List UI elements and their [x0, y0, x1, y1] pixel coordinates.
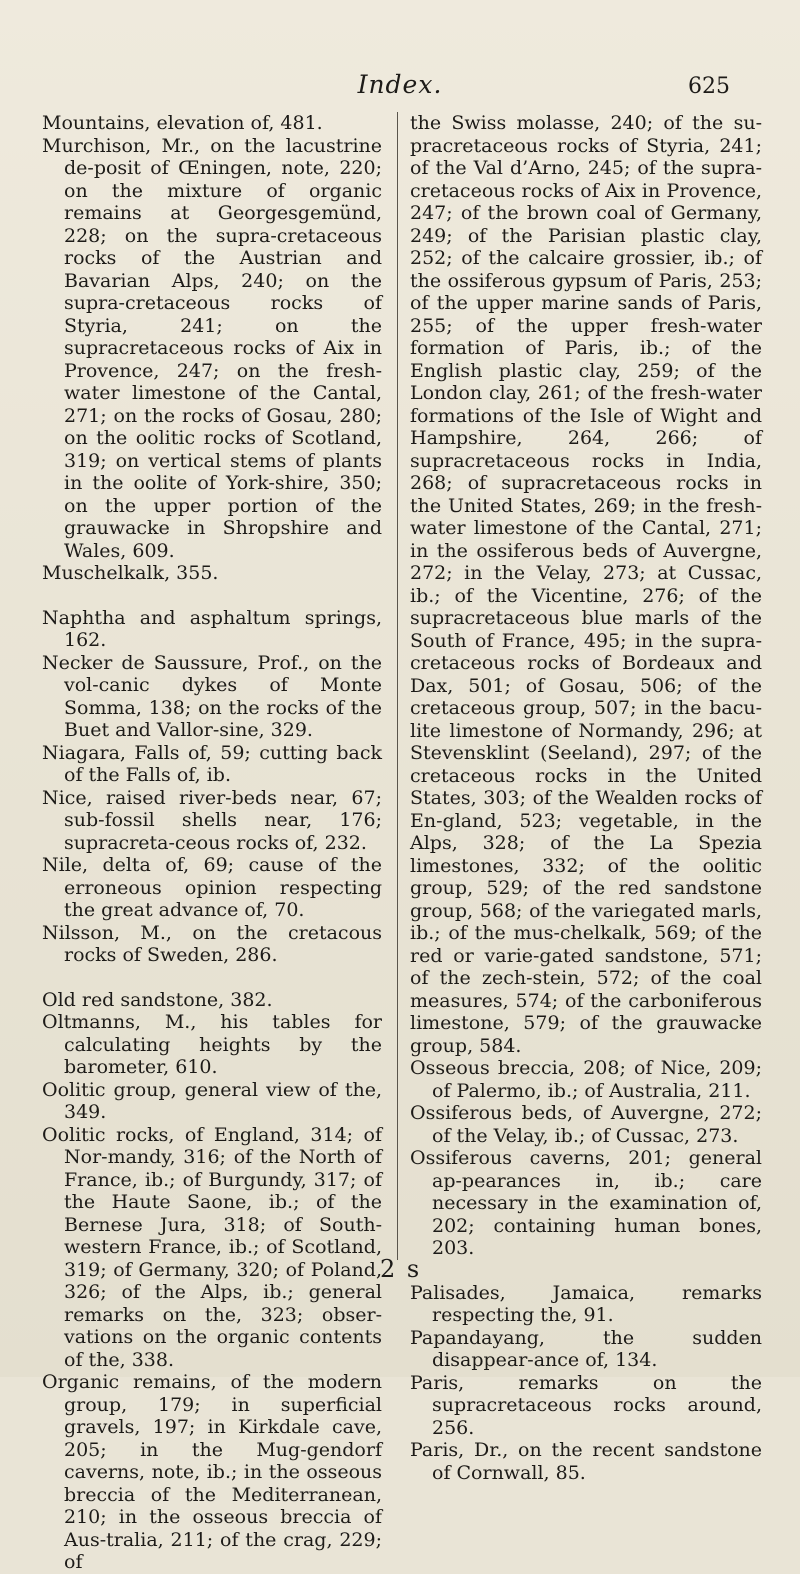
- section-gap: [42, 585, 382, 607]
- index-entry: Papandayang, the sudden disappear-ance of, 134.: [410, 1326, 762, 1371]
- index-entry: Ossiferous beds, of Auvergne, 272; of the Velay, ib.; of Cussac, 273.: [410, 1102, 762, 1147]
- index-entry: Necker de Saussure, Prof., on the vol-canic dykes of Monte Somma, 138; on the rocks of the Buet and Vallor-sine, 329.: [42, 651, 382, 741]
- index-entry: Nilsson, M., on the cretacous rocks of Sweden, 286.: [42, 921, 382, 966]
- index-entry: Nile, delta of, 69; cause of the erroneous opinion respecting the great advance of, 70.: [42, 854, 382, 921]
- index-entry: Palisades, Jamaica, remarks respecting the, 91.: [410, 1281, 762, 1326]
- index-column-right: [410, 112, 762, 1484]
- index-entry: Organic remains, of the modern group, 179; in superficial gravels, 197; in Kirkdale cave, 205; in the Mug-gendorf caverns, note, ib.; in the osseous breccia of the Mediterranean, 210; in the osseous breccia of Aus-tralia, 211; of the crag, 229; of: [42, 1371, 382, 1573]
- index-entry: Ossiferous caverns, 201; general ap-pearances in, ib.; care necessary in the examination of, 202; containing human bones, 203.: [410, 1147, 762, 1259]
- page-number: 625: [688, 74, 730, 99]
- index-entry: Naphtha and asphaltum springs, 162.: [42, 606, 382, 651]
- index-entry: Oolitic group, general view of the, 349.: [42, 1078, 382, 1123]
- index-entry: the Swiss molasse, 240; of the su-pracretaceous rocks of Styria, 241; of the Val d’Arno, 245; of the supra-cretaceous rocks of Aix in Provence, 247; of the brown coal of Germany, 249; of the Parisian plastic clay, 252; of the calcaire grossier, ib.; of the ossiferous gypsum of Paris, 253; of the upper marine sands of Paris, 255; of the upper fresh-water formation of Paris, ib.; of the English plastic clay, 259; of the London clay, 261; of the fresh-water formations of the Isle of Wight and Hampshire, 264, 266; of supracretaceous rocks in India, 268; of supracretaceous rocks in the United States, 269; in the fresh-water limestone of the Cantal, 271; in the ossiferous beds of Auvergne, 272; in the Velay, 273; at Cussac, ib.; of the Vicentine, 276; of the supracretaceous blue marls of the South of France, 495; in the supra-cretaceous rocks of Bordeaux and Dax, 501; of Gosau, 506; of the cretaceous group, 507; in the bacu-lite limestone of Normandy, 296; at Stevensklint (Seeland), 297; of the cretaceous rocks in the United States, 303; of the Wealden rocks of En-gland, 523; vegetable, in the Alps, 328; of the La Spezia limestones, 332; of the oolitic group, 529; of the red sandstone group, 568; of the variegated marls, ib.; of the mus-chelkalk, 569; of the red or varie-gated sandstone, 571; of the zech-stein, 572; of the coal measures, 574; of the carboniferous limestone, 579; of the grauwacke group, 584.: [410, 112, 762, 1057]
- index-entry: Oolitic rocks, of England, 314; of Nor-mandy, 316; of the North of France, ib.; of Burgundy, 317; of the Haute Saone, ib.; of the Bernese Jura, 318; of South-western France, ib.; of Scotland, 319; of Germany, 320; of Poland, 326; of the Alps, ib.; general remarks on the, 323; obser-vations on the organic contents of the, 338.: [42, 1123, 382, 1371]
- index-entry: Oltmanns, M., his tables for calculating heights by the barometer, 610.: [42, 1011, 382, 1078]
- index-entry: Osseous breccia, 208; of Nice, 209; of Palermo, ib.; of Australia, 211.: [410, 1057, 762, 1102]
- index-entry: Mountains, elevation of, 481.: [42, 112, 323, 134]
- index-entry: Muschelkalk, 355.: [42, 562, 219, 584]
- section-gap: [42, 967, 382, 989]
- printer-signature-mark: 2 s: [380, 1255, 422, 1283]
- section-gap: [410, 1260, 762, 1282]
- index-entry: Nice, raised river-beds near, 67; sub-fossil shells near, 176; supracreta-ceous rocks of, 232.: [42, 786, 382, 854]
- index-entry: Old red sandstone, 382.: [42, 988, 273, 1011]
- index-entry: Murchison, Mr., on the lacustrine de-posit of Œningen, note, 220; on the mixture of organic remains at Georgesgemünd, 228; on the supra-cretaceous rocks of the Austrian and Bavarian Alps, 240; on the supra-cretaceous rocks of Styria, 241; on the supracretaceous rocks of Aix in Provence, 247; on the fresh-water limestone of the Cantal, 271; on the rocks of Gosau, 280; on the oolitic rocks of Scotland, 319; on vertical stems of plants in the oolite of York-shire, 350; on the upper portion of the grauwacke in Shropshire and Wales, 609.: [42, 134, 382, 562]
- index-column-left: [42, 112, 382, 1574]
- index-entry: Niagara, Falls of, 59; cutting back of the Falls of, ib.: [42, 741, 382, 786]
- index-entry: Paris, remarks on the supracretaceous rocks around, 256.: [410, 1371, 762, 1439]
- page-header-title: Index.: [357, 70, 443, 99]
- column-divider: [397, 112, 398, 1260]
- index-entry: Paris, Dr., on the recent sandstone of Cornwall, 85.: [410, 1439, 762, 1484]
